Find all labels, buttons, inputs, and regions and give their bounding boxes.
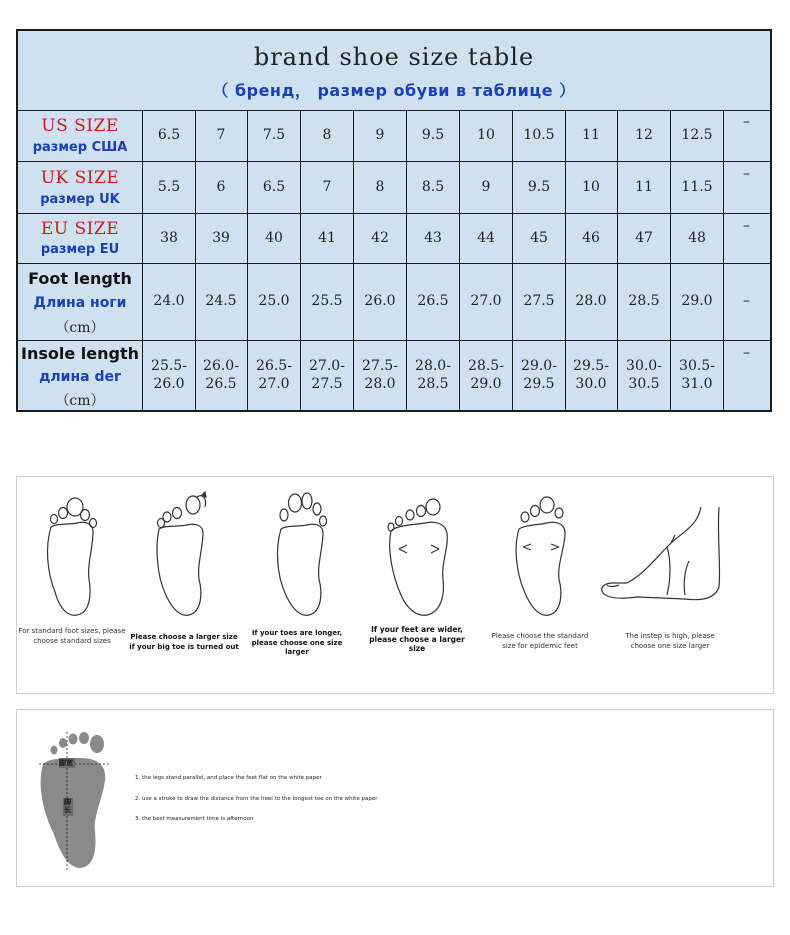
row-label-en: EU SIZE <box>40 219 120 239</box>
foot-length-label: 脚长 <box>64 798 71 814</box>
size-cell: 27.5 <box>513 264 566 340</box>
size-cell: 28.5 <box>618 264 671 340</box>
size-table <box>16 29 772 412</box>
size-row-us <box>18 110 770 162</box>
high-instep-foot-icon <box>597 487 727 622</box>
foot-type-panel <box>16 476 774 694</box>
size-cell: 42 <box>354 214 407 263</box>
row-label <box>18 162 143 213</box>
size-cell: 25.5 <box>301 264 354 340</box>
foot-type-caption: Please choose the standard size for epidemic feet <box>491 632 589 650</box>
size-cell: 7 <box>195 110 248 161</box>
size-cell: 28.5- 29.0 <box>460 341 513 410</box>
size-cell: 29.5- 30.0 <box>565 341 618 410</box>
epidemic-foot-icon <box>507 487 577 622</box>
size-cell: 10 <box>460 110 513 161</box>
table-subtitle: （ бренд， размер обуви в таблице ） <box>212 81 576 100</box>
size-cell: 6.5 <box>248 162 301 213</box>
size-cell: 5.5 <box>143 162 196 213</box>
measure-step-3: 3. the best measurement time is afternoon <box>135 816 254 822</box>
size-cell: 40 <box>248 214 301 263</box>
size-row-foot-length <box>18 264 770 341</box>
size-cell: 11 <box>618 162 671 213</box>
foot-type-caption: For standard foot sizes, please choose standard sizes <box>18 627 126 645</box>
size-row-eu <box>18 214 770 264</box>
size-cell: 6.5 <box>143 110 196 161</box>
size-cell: 28.0 <box>565 264 618 340</box>
size-row-uk <box>18 162 770 214</box>
row-label-en: Foot length <box>28 269 132 288</box>
measurement-panel <box>16 709 774 887</box>
size-cell: 25.5- 26.0 <box>143 341 196 410</box>
size-cell: 10.5 <box>513 110 566 161</box>
size-cell: 27.0- 27.5 <box>301 341 354 410</box>
size-cell: 8 <box>354 162 407 213</box>
size-cell: 30.5- 31.0 <box>671 341 724 410</box>
row-label-ru: Длина ноги <box>33 295 127 311</box>
size-cell: 12 <box>618 110 671 161</box>
size-cell: 11 <box>565 110 618 161</box>
foot-type-caption: If your toes are longer, please choose one size larger <box>251 629 343 656</box>
size-cell: 8 <box>301 110 354 161</box>
size-cell: 45 <box>513 214 566 263</box>
size-cell: 48 <box>671 214 724 263</box>
row-label-ru: размер США <box>32 140 128 155</box>
wide-foot-icon <box>385 487 455 622</box>
size-cell: 27.5- 28.0 <box>354 341 407 410</box>
size-cell: 41 <box>301 214 354 263</box>
row-label <box>18 341 143 410</box>
row-label <box>18 214 143 263</box>
size-cell: 6 <box>195 162 248 213</box>
row-label-en: US SIZE <box>41 116 119 136</box>
size-cell: 43 <box>407 214 460 263</box>
row-label <box>18 110 143 161</box>
size-cell: 8.5 <box>407 162 460 213</box>
size-cell: 26.0 <box>354 264 407 340</box>
row-label-ru: размер EU <box>40 242 120 257</box>
size-cell: 11.5 <box>671 162 724 213</box>
size-cell: 9 <box>354 110 407 161</box>
size-cell: 24.5 <box>195 264 248 340</box>
foot-measure-icon <box>35 728 115 873</box>
table-title: brand shoe size table <box>253 43 535 71</box>
foot-type-caption: If your feet are wider, please choose a larger size <box>369 625 465 653</box>
size-cell: 39 <box>195 214 248 263</box>
row-label-en: UK SIZE <box>40 168 120 188</box>
size-cell: 26.5 <box>407 264 460 340</box>
foot-type-caption: The instep is high, please choose one size larger <box>625 632 715 650</box>
table-header <box>18 31 770 111</box>
standard-foot-icon <box>37 487 107 622</box>
row-label-ru: длина der <box>39 369 121 385</box>
size-cell-empty: – <box>743 114 750 130</box>
size-cell-empty: – <box>743 166 750 182</box>
row-label-ru: размер UK <box>40 192 120 207</box>
size-cell: 26.5- 27.0 <box>248 341 301 410</box>
size-row-insole-length <box>18 341 770 410</box>
measure-step-1: 1. the legs stand parallel, and place the feet flat on the white paper <box>135 775 322 781</box>
size-cell: 27.0 <box>460 264 513 340</box>
size-cell: 47 <box>618 214 671 263</box>
row-label <box>18 264 143 340</box>
size-cell: 12.5 <box>671 110 724 161</box>
size-cell: 10 <box>565 162 618 213</box>
size-cell: 25.0 <box>248 264 301 340</box>
size-cell: 46 <box>565 214 618 263</box>
size-cell: 28.0- 28.5 <box>407 341 460 410</box>
big-toe-foot-icon <box>147 487 217 622</box>
size-cell: 38 <box>143 214 196 263</box>
foot-type-caption: Please choose a larger size if your big toe is turned out <box>129 633 239 651</box>
size-cell: 24.0 <box>143 264 196 340</box>
size-cell: 29.0- 29.5 <box>513 341 566 410</box>
row-label-en: Insole length <box>21 344 139 363</box>
foot-width-label: 脚宽 <box>59 759 73 767</box>
measure-step-2: 2. use a stroke to draw the distance from the heel to the longest toe on the white paper <box>135 796 378 802</box>
size-cell-empty: – <box>743 293 750 310</box>
size-cell-empty: – <box>743 218 750 234</box>
size-cell-empty: – <box>743 345 750 361</box>
row-label-unit: （cm） <box>55 393 105 409</box>
size-cell: 7.5 <box>248 110 301 161</box>
size-cell: 7 <box>301 162 354 213</box>
size-cell: 26.0- 26.5 <box>195 341 248 410</box>
long-toe-foot-icon <box>267 487 337 622</box>
row-label-unit: （cm） <box>55 320 105 336</box>
size-cell: 29.0 <box>671 264 724 340</box>
size-cell: 9 <box>460 162 513 213</box>
size-cell: 30.0- 30.5 <box>618 341 671 410</box>
size-cell: 44 <box>460 214 513 263</box>
size-cell: 9.5 <box>407 110 460 161</box>
size-cell: 9.5 <box>513 162 566 213</box>
